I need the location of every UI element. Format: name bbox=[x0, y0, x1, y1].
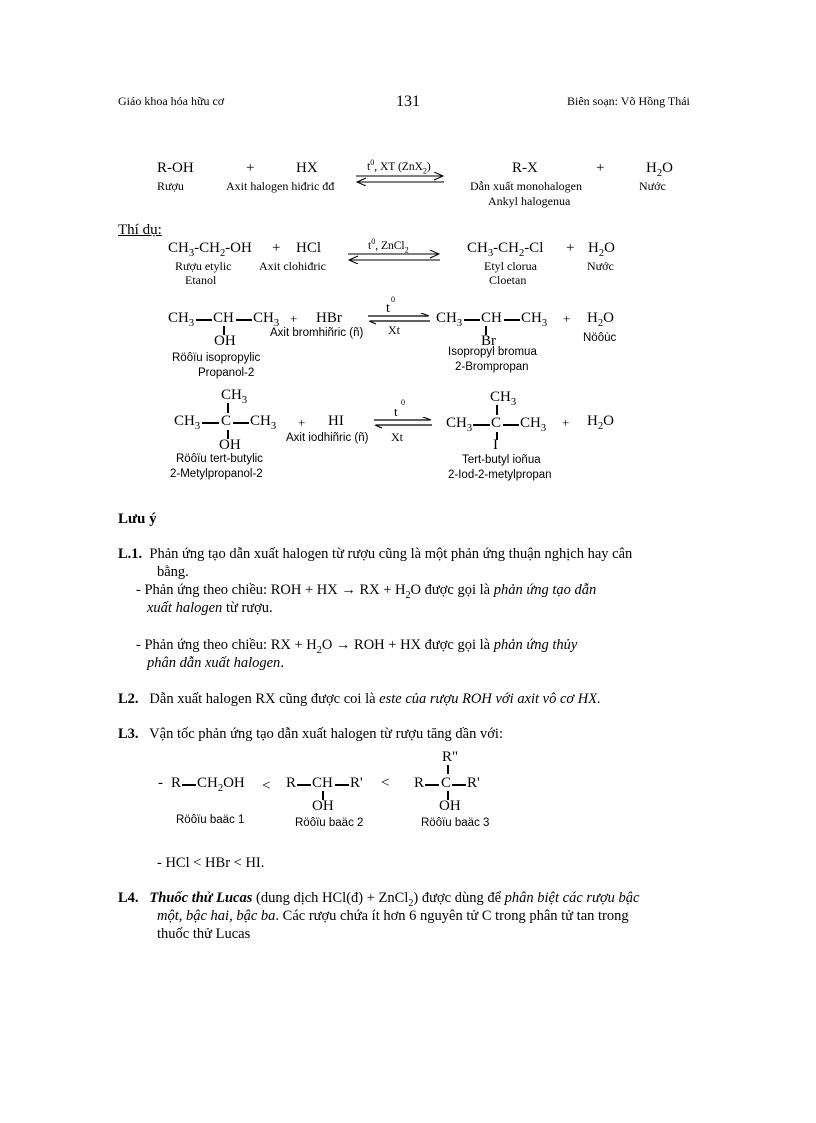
catalyst-xt: Xt bbox=[388, 323, 400, 337]
ethyl-chloride-name: Etyl clorua bbox=[484, 259, 537, 273]
isopropyl-bromide-name2: 2-Brompropan bbox=[455, 361, 529, 373]
water-name: Nước bbox=[587, 259, 614, 273]
reactant-hx-name: Axit halogen hiđric đđ bbox=[226, 179, 335, 193]
water-formula: $H_2O$ bbox=[587, 310, 614, 329]
ch3-right: $CH_3$ bbox=[250, 413, 277, 432]
note-l4-cont2: thuốc thử Lucas bbox=[157, 926, 251, 942]
tertiary-label: Röôïu baäc 3 bbox=[421, 817, 490, 829]
note-l4-cont: một, bậc hai, bậc ba. Các rượu chứa ít hơn 6 nguyên tử C trong phân tử tan trong bbox=[157, 908, 629, 924]
temp-t: t bbox=[394, 404, 398, 419]
bond bbox=[335, 784, 349, 786]
ch3-left: $CH_3$ bbox=[168, 310, 195, 329]
ch3-left: $CH_3$ bbox=[446, 415, 473, 434]
bond bbox=[182, 784, 196, 786]
ethanol-name: Rượu etylic bbox=[175, 259, 232, 273]
note-l4: L4. Thuốc thử Lucas (dung dịch HCl(đ) + ZnCl$_2$) được dùng để phân biệt các rượu bậc bbox=[118, 890, 640, 909]
less-than: < bbox=[381, 775, 390, 791]
note-l2: L2. Dẫn xuất halogen RX cũng được coi là este của rượu ROH với axit vô cơ HX. bbox=[118, 691, 601, 707]
ethyl-chloride-formula: $CH_3-CH_2-Cl$ bbox=[467, 240, 544, 259]
r-prime: R' bbox=[467, 775, 480, 791]
note-l1-forward-cont: xuất halogen từ rượu. bbox=[147, 600, 273, 616]
bond bbox=[496, 405, 498, 415]
bond bbox=[202, 422, 219, 424]
temp-t: t bbox=[386, 301, 390, 316]
example-label: Thí dụ: bbox=[118, 222, 162, 238]
r-group: R bbox=[286, 775, 297, 791]
product-rx: R-X bbox=[512, 160, 538, 176]
bond bbox=[236, 319, 252, 321]
product-rx-name: Dẫn xuất monohalogen bbox=[470, 179, 582, 193]
isopropanol-name2: Propanol-2 bbox=[198, 367, 255, 379]
oh-group: OH bbox=[219, 437, 241, 453]
ch3-left: $CH_3$ bbox=[436, 310, 463, 329]
ch-center: CH bbox=[213, 310, 234, 326]
catalyst-xt: Xt bbox=[391, 430, 403, 444]
note-l1-cont: bằng. bbox=[157, 564, 189, 580]
dash: - bbox=[158, 775, 163, 791]
bond bbox=[233, 422, 249, 424]
bond bbox=[227, 403, 229, 413]
water-name: Nöôùc bbox=[583, 332, 617, 344]
note-l3: L3. Vận tốc phản ứng tạo dẫn xuất halogen từ rượu tăng dần với: bbox=[118, 726, 503, 742]
ch3-right: $CH_3$ bbox=[253, 310, 280, 329]
plus-sign: + bbox=[562, 415, 570, 430]
temp-zero: 0 bbox=[401, 398, 405, 407]
reactant-hx: HX bbox=[296, 160, 318, 176]
isopropyl-bromide-name: Isopropyl bromua bbox=[448, 346, 537, 358]
ethanol-name2: Etanol bbox=[185, 273, 217, 287]
header-left: Giáo khoa hóa hữu cơ bbox=[118, 94, 225, 108]
condition-label: $t^0$, ZnCl$_2$ bbox=[368, 237, 409, 255]
less-than: < bbox=[262, 778, 271, 794]
temp-zero: 0 bbox=[391, 295, 395, 304]
bond bbox=[473, 424, 490, 426]
br-group: Br bbox=[481, 333, 496, 349]
plus-sign: + bbox=[563, 311, 571, 326]
tert-butanol-name2: 2-Metylpropanol-2 bbox=[170, 468, 263, 480]
plus-sign: + bbox=[596, 160, 605, 176]
product-water-name: Nước bbox=[639, 179, 666, 193]
oh-group: OH bbox=[214, 333, 236, 349]
bond bbox=[452, 784, 466, 786]
hi-formula: HI bbox=[328, 413, 344, 429]
plus-sign: + bbox=[246, 160, 255, 176]
r-group: R bbox=[171, 775, 182, 791]
primary-label: Röôïu baäc 1 bbox=[176, 814, 245, 826]
equilibrium-arrow bbox=[346, 250, 442, 264]
ch3-right: $CH_3$ bbox=[521, 310, 548, 329]
product-water: $H_2O$ bbox=[646, 160, 673, 179]
hcl-name: Axit clohiđric bbox=[259, 259, 326, 273]
bond bbox=[196, 319, 212, 321]
plus-sign: + bbox=[298, 415, 306, 430]
c-center: C bbox=[491, 415, 502, 431]
water-formula: $H_2O$ bbox=[588, 240, 615, 259]
hbr-formula: HBr bbox=[316, 310, 342, 326]
hcl-formula: HCl bbox=[296, 240, 322, 256]
ethyl-chloride-name2: Cloetan bbox=[489, 273, 527, 287]
bond bbox=[464, 319, 480, 321]
note-l1-backward-cont: phân dẫn xuất halogen. bbox=[147, 655, 284, 671]
note-l1: L.1. Phản ứng tạo dẫn xuất halogen từ rượu cũng là một phản ứng thuận nghịch hay cân bbox=[118, 546, 633, 562]
water-formula: $H_2O$ bbox=[587, 413, 614, 432]
reactant-roh-name: Rượu bbox=[157, 179, 184, 193]
bond bbox=[447, 765, 449, 774]
plus-sign: + bbox=[290, 311, 298, 326]
c-center: C bbox=[221, 413, 232, 429]
oh-group: OH bbox=[312, 798, 334, 814]
isopropanol-name: Röôïu isopropylic bbox=[172, 352, 261, 364]
page-number: 131 bbox=[396, 93, 420, 110]
condition-label: $t^0$, XT (ZnX$_2$) bbox=[367, 158, 431, 176]
ch-center: CH bbox=[312, 775, 333, 791]
hbr-name: Axit bromhiñric (ñ) bbox=[270, 327, 364, 339]
header-right: Biên soạn: Võ Hồng Thái bbox=[567, 94, 690, 108]
plus-sign: + bbox=[272, 240, 281, 256]
oh-group: OH bbox=[439, 798, 461, 814]
bond bbox=[504, 319, 520, 321]
secondary-label: Röôïu baäc 2 bbox=[295, 817, 364, 829]
ch3-left: $CH_3$ bbox=[174, 413, 201, 432]
ch3-right: $CH_3$ bbox=[520, 415, 547, 434]
bond bbox=[503, 424, 519, 426]
hi-name: Axit iodhiñric (ñ) bbox=[286, 432, 369, 444]
ch3-top: $CH_3$ bbox=[221, 387, 248, 406]
equilibrium-arrow bbox=[372, 417, 434, 429]
note-title: Lưu ý bbox=[118, 511, 157, 527]
r-group: R bbox=[414, 775, 425, 791]
bond bbox=[297, 784, 311, 786]
ch-center: CH bbox=[481, 310, 502, 326]
note-l1-backward: - Phản ứng theo chiều: RX + $H_2O$ → ROH + HX được gọi là phản ứng thủy bbox=[136, 637, 578, 656]
c-center: C bbox=[441, 775, 452, 791]
tert-butyl-iodide-name: Tert-butyl ioñua bbox=[462, 454, 541, 466]
note-l1-forward: - Phản ứng theo chiều: ROH + HX → RX + $H_2O$ được gọi là phản ứng tạo dẫn bbox=[136, 582, 597, 601]
r-prime: R' bbox=[350, 775, 363, 791]
r-double-prime: R" bbox=[442, 749, 459, 765]
plus-sign: + bbox=[566, 240, 575, 256]
bond bbox=[425, 784, 439, 786]
product-rx-name2: Ankyl halogenua bbox=[488, 194, 571, 208]
ethanol-formula: $CH_3-CH_2-OH$ bbox=[168, 240, 252, 259]
reactant-roh: R-OH bbox=[157, 160, 194, 176]
i-group: I bbox=[493, 437, 498, 453]
ch3-top: $CH_3$ bbox=[490, 389, 517, 408]
acid-order: - HCl < HBr < HI. bbox=[157, 855, 265, 871]
tert-butyl-iodide-name2: 2-Iod-2-metylpropan bbox=[448, 469, 552, 481]
primary-alcohol: $CH_2OH$ bbox=[197, 775, 245, 794]
equilibrium-arrow bbox=[354, 172, 446, 186]
tert-butanol-name: Röôïu tert-butylic bbox=[176, 453, 263, 465]
